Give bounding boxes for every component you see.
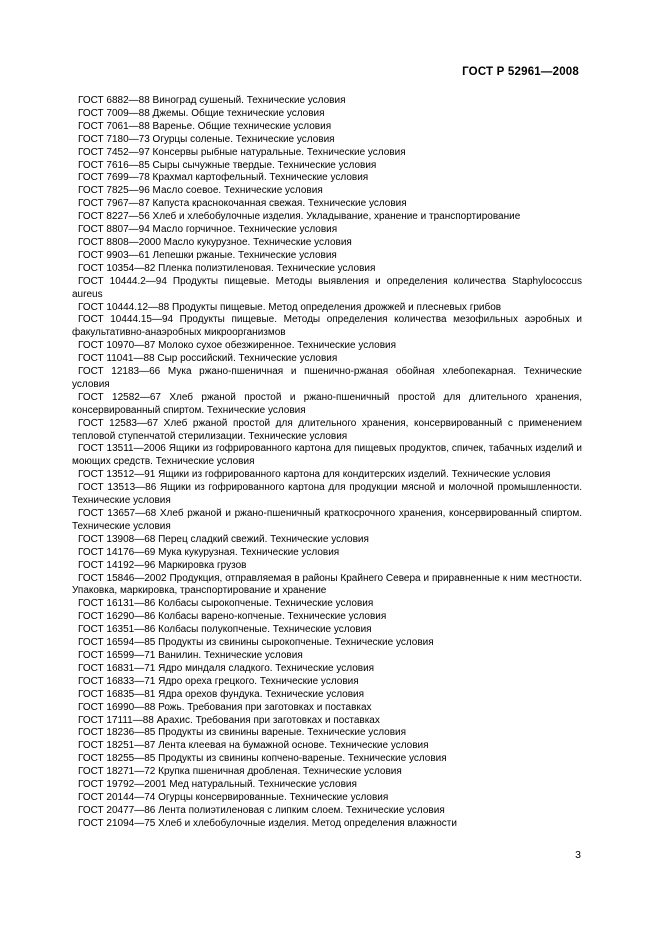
reference-entry: ГОСТ 13513—86 Ящики из гофрированного картона для продукции мясной и молочной промышленности. Технические условия [72, 482, 582, 507]
reference-entry: ГОСТ 18271—72 Крупка пшеничная дробленая. Технические условия [78, 766, 402, 778]
reference-entry: ГОСТ 7061—88 Варенье. Общие технические условия [78, 120, 332, 132]
reference-entry: ГОСТ 20144—74 Огурцы консервированные. Технические условия [78, 791, 389, 803]
document-header: ГОСТ Р 52961—2008 [462, 66, 579, 78]
reference-entry: ГОСТ 16833—71 Ядро ореха грецкого. Технические условия [78, 675, 359, 687]
reference-entry: ГОСТ 16599—71 Ванилин. Технические условия [78, 649, 303, 661]
reference-entry: ГОСТ 9903—61 Лепешки ржаные. Технические условия [78, 249, 337, 261]
reference-entry: ГОСТ 13512—91 Ящики из гофрированного картона для кондитерских изделий. Технические условия [78, 469, 551, 481]
reference-entry: ГОСТ 16290—86 Колбасы варено-копченые. Технические условия [78, 611, 387, 623]
reference-entry: ГОСТ 14176—69 Мука кукурузная. Технические условия [78, 546, 340, 558]
reference-entry: ГОСТ 15846—2002 Продукция, отправляемая в районы Крайнего Севера и приравненные к ним местности. Упаковка, маркировка, транспортирование и хранение [72, 572, 582, 597]
reference-entry: ГОСТ 7180—73 Огурцы соленые. Технические условия [78, 133, 335, 145]
reference-entry: ГОСТ 13511—2006 Ящики из гофрированного картона для пищевых продуктов, спичек, табачных изделий и моющих средств. Технические условия [72, 443, 582, 468]
reference-entry: ГОСТ 16351—86 Колбасы полукопченые. Технические условия [78, 624, 372, 636]
reference-entry: ГОСТ 13908—68 Перец сладкий свежий. Технические условия [78, 533, 369, 545]
reference-entry: ГОСТ 12583—67 Хлеб ржаной простой для длительного хранения, консервированный с применением тепловой ступенчатой стерилизации. Технические условия [72, 417, 582, 442]
reference-entry: ГОСТ 8807—94 Масло горчичное. Технические условия [78, 224, 338, 236]
reference-entry: ГОСТ 7825—96 Масло соевое. Технические условия [78, 185, 323, 197]
reference-entry: ГОСТ 14192—96 Маркировка грузов [78, 559, 247, 571]
reference-entry: ГОСТ 17111—88 Арахис. Требования при заготовках и поставках [78, 714, 380, 726]
reference-entry: ГОСТ 18236—85 Продукты из свинины вареные. Технические условия [78, 727, 407, 739]
reference-entry: ГОСТ 16831—71 Ядро миндаля сладкого. Технические условия [78, 662, 375, 674]
reference-entry: ГОСТ 20477—86 Лента полиэтиленовая с липким слоем. Технические условия [78, 804, 445, 816]
reference-entry: ГОСТ 7616—85 Сыры сычужные твердые. Технические условия [78, 159, 377, 171]
reference-entry: ГОСТ 7452—97 Консервы рыбные натуральные. Технические условия [78, 146, 406, 158]
reference-entry: ГОСТ 8227—56 Хлеб и хлебобулочные изделия. Укладывание, хранение и транспортирование [78, 211, 521, 223]
reference-entry: ГОСТ 7967—87 Капуста краснокочанная свежая. Технические условия [78, 198, 407, 210]
reference-list [72, 95, 582, 831]
reference-entry: ГОСТ 11041—88 Сыр российский. Технические условия [78, 353, 338, 365]
reference-entry: ГОСТ 16990—88 Рожь. Требования при заготовках и поставках [78, 701, 372, 713]
reference-entry: ГОСТ 16131—86 Колбасы сырокопченые. Технические условия [78, 598, 374, 610]
reference-entry: ГОСТ 7009—88 Джемы. Общие технические условия [78, 107, 325, 119]
reference-entry: ГОСТ 10354—82 Пленка полиэтиленовая. Технические условия [78, 262, 376, 274]
page-number: 3 [575, 849, 581, 861]
reference-entry: ГОСТ 13657—68 Хлеб ржаной и ржано-пшеничный краткосрочного хранения, консервированный спиртом. Технические условия [72, 508, 582, 532]
reference-entry: ГОСТ 12183—66 Мука ржано-пшеничная и пшенично-ржаная обойная хлебопекарная. Технические условия [72, 366, 582, 390]
reference-entry: ГОСТ 19792—2001 Мед натуральный. Технические условия [78, 779, 357, 791]
reference-entry: ГОСТ 18251—87 Лента клеевая на бумажной основе. Технические условия [78, 740, 429, 752]
reference-entry: ГОСТ 7699—78 Крахмал картофельный. Технические условия [78, 172, 369, 184]
reference-entry: ГОСТ 10970—87 Молоко сухое обезжиренное. Технические условия [78, 340, 397, 352]
reference-entry: ГОСТ 16835—81 Ядра орехов фундука. Технические условия [78, 688, 365, 700]
reference-entry: ГОСТ 18255—85 Продукты из свинины копчено-вареные. Технические условия [78, 753, 447, 765]
reference-entry: ГОСТ 21094—75 Хлеб и хлебобулочные изделия. Метод определения влажности [78, 817, 457, 829]
reference-entry: ГОСТ 10444.12—88 Продукты пищевые. Метод определения дрожжей и плесневых грибов [78, 301, 502, 313]
reference-entry: ГОСТ 10444.2—94 Продукты пищевые. Методы выявления и определения количества Staphylococcus aureus [72, 275, 582, 300]
reference-entry: ГОСТ 16594—85 Продукты из свинины сырокопченые. Технические условия [78, 637, 434, 649]
reference-entry: ГОСТ 12582—67 Хлеб ржаной простой и ржано-пшеничный простой для длительного хранения, консервированный спиртом. Технические условия [72, 391, 582, 416]
reference-entry: ГОСТ 8808—2000 Масло кукурузное. Технические условия [78, 236, 352, 248]
reference-entry: ГОСТ 10444.15—94 Продукты пищевые. Методы определения количества мезофильных аэробных и факультативно-анаэробных микроорганизмов [72, 314, 582, 339]
reference-entry: ГОСТ 6882—88 Виноград сушеный. Технические условия [78, 95, 346, 106]
